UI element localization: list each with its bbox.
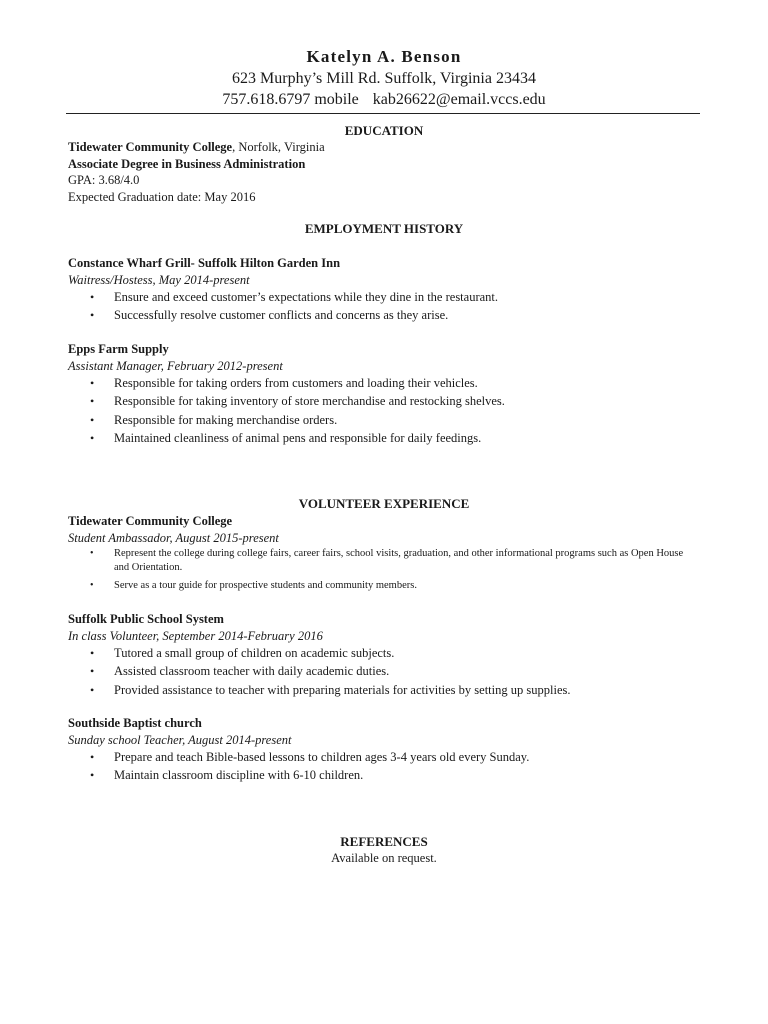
volunteer-duties-list — [68, 644, 700, 699]
volunteer-duty: • Assisted classroom teacher with daily academic duties. — [68, 662, 700, 680]
header-divider — [66, 113, 700, 114]
references-title: REFERENCES — [340, 834, 428, 849]
employment-section — [68, 221, 700, 237]
education-school-line — [68, 139, 700, 156]
job-employer: Constance Wharf Grill- Suffolk Hilton Garden Inn — [68, 256, 341, 270]
volunteer-duty: • Provided assistance to teacher with preparing materials for activities by setting up supplies. — [68, 681, 700, 699]
volunteer-duties-list — [68, 748, 700, 785]
volunteer-duties-list — [68, 547, 700, 593]
applicant-contact — [0, 89, 768, 110]
resume-header — [0, 46, 768, 110]
volunteer-entry — [68, 513, 700, 593]
education-gpa: GPA: 3.68/4.0 — [68, 173, 140, 187]
volunteer-org: Tidewater Community College — [68, 514, 233, 528]
volunteer-org: Suffolk Public School System — [68, 612, 224, 626]
references-section — [68, 834, 700, 867]
job-duty: • Responsible for taking inventory of store merchandise and restocking shelves. — [68, 392, 700, 410]
education-location: , Norfolk, Virginia — [232, 140, 325, 154]
job-duty: • Responsible for taking orders from customers and loading their vehicles. — [68, 374, 700, 392]
education-school: Tidewater Community College — [68, 140, 233, 154]
job-entry — [68, 341, 700, 447]
volunteer-duty: • Maintain classroom discipline with 6-10 children. — [68, 766, 700, 784]
job-role: Waitress/Hostess, May 2014-present — [68, 272, 250, 287]
job-duty: • Ensure and exceed customer’s expectations while they dine in the restaurant. — [68, 288, 700, 306]
job-duty: • Maintained cleanliness of animal pens and responsible for daily feedings. — [68, 429, 700, 447]
volunteer-duty: • Tutored a small group of children on academic subjects. — [68, 644, 700, 662]
job-role: Assistant Manager, February 2012-present — [68, 358, 283, 373]
employment-title: EMPLOYMENT HISTORY — [304, 221, 464, 236]
applicant-name: Katelyn A. Benson — [306, 47, 462, 66]
volunteer-duty: • Represent the college during college fairs, career fairs, school visits, graduation, and other informational programs such as Open House and Orientation. — [68, 547, 700, 575]
job-employer: Epps Farm Supply — [68, 342, 169, 356]
volunteer-entry — [68, 611, 700, 699]
applicant-phone: 757.618.6797 mobile — [222, 91, 359, 108]
volunteer-duty: • Serve as a tour guide for prospective students and community members. — [68, 579, 700, 593]
job-entry — [68, 255, 700, 325]
education-graduation: Expected Graduation date: May 2016 — [68, 189, 256, 204]
education-degree: Associate Degree in Business Administration — [68, 156, 306, 171]
volunteer-duty: • Prepare and teach Bible-based lessons to children ages 3-4 years old every Sunday. — [68, 748, 700, 766]
volunteer-role: Sunday school Teacher, August 2014-present — [68, 732, 292, 747]
job-duties-list — [68, 288, 700, 325]
job-duties-list — [68, 374, 700, 447]
education-section — [68, 123, 700, 205]
volunteer-title: VOLUNTEER EXPERIENCE — [298, 496, 470, 511]
applicant-email: kab26622@email.vccs.edu — [372, 91, 546, 108]
volunteer-role: Student Ambassador, August 2015-present — [68, 530, 279, 545]
job-duty: • Responsible for making merchandise orders. — [68, 411, 700, 429]
references-text: Available on request. — [331, 851, 437, 865]
applicant-address: 623 Murphy’s Mill Rd. Suffolk, Virginia 23434 — [232, 70, 536, 87]
job-duty: • Successfully resolve customer conflicts and concerns as they arise. — [68, 306, 700, 324]
volunteer-section — [68, 496, 700, 512]
volunteer-entry — [68, 715, 700, 785]
education-title: EDUCATION — [344, 123, 424, 138]
volunteer-role: In class Volunteer, September 2014-February 2016 — [68, 628, 323, 643]
volunteer-org: Southside Baptist church — [68, 716, 202, 730]
